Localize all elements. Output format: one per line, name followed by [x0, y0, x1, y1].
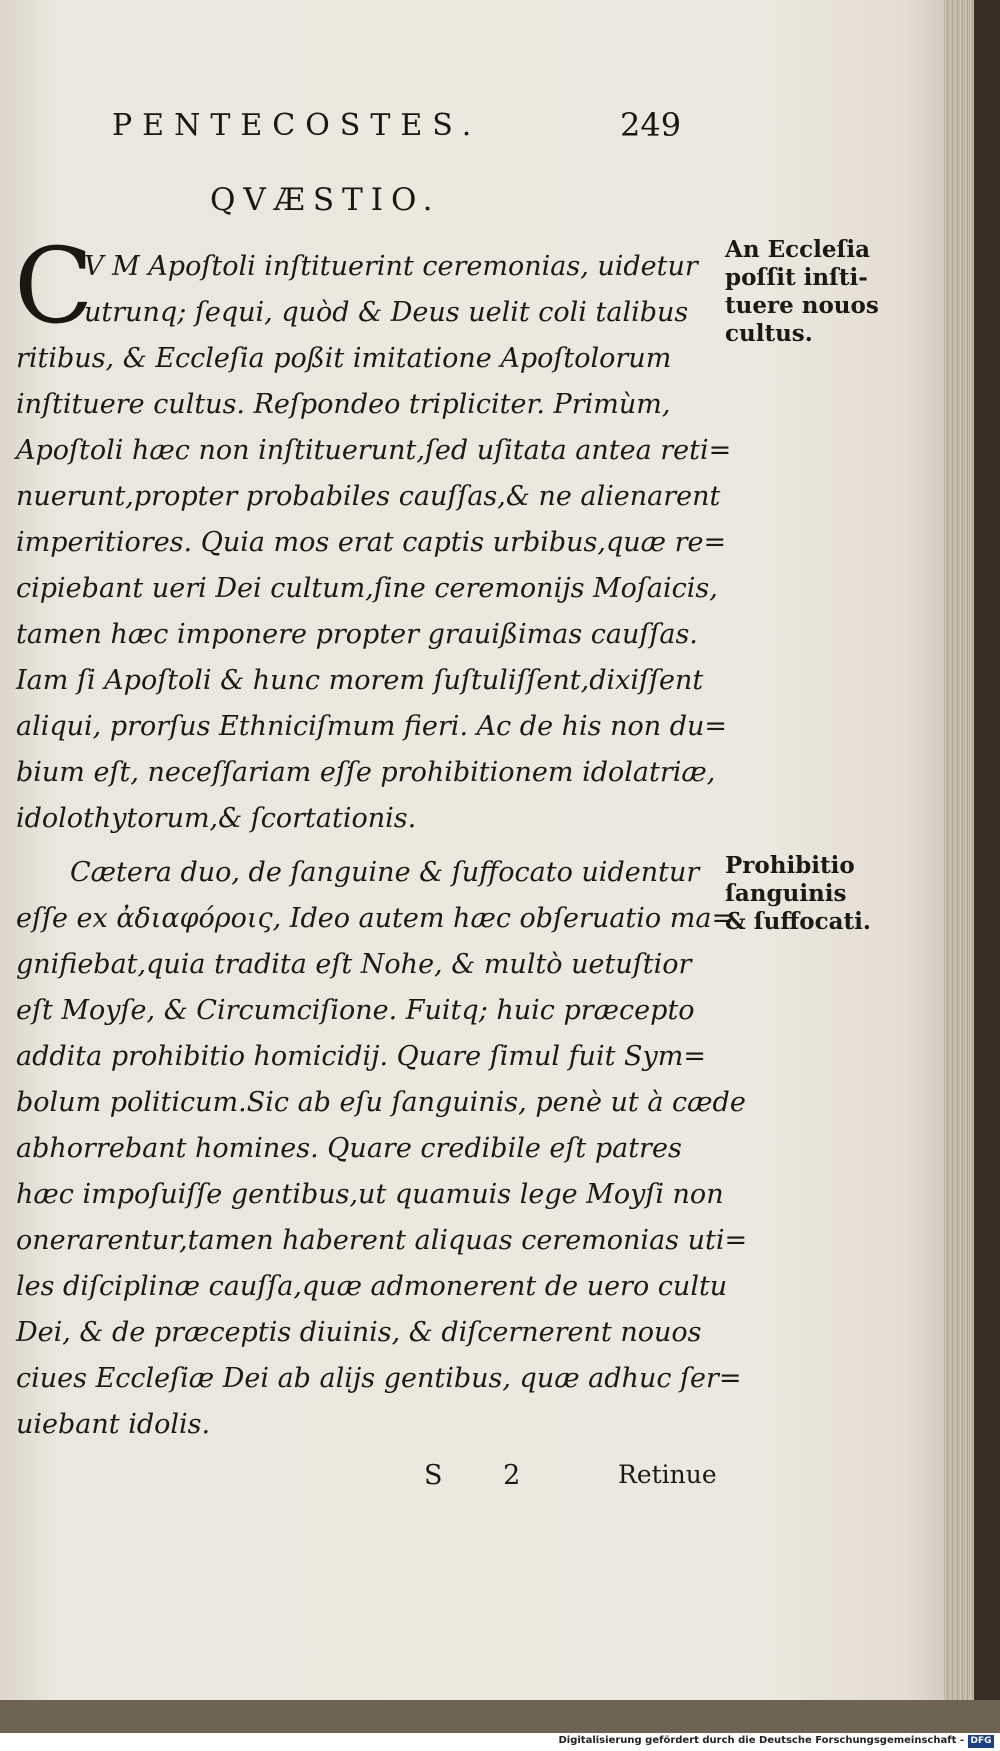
- marginal-line: tuere nouos: [725, 292, 879, 319]
- marginal-line: An Eccleſia: [725, 236, 871, 263]
- running-title: PENTECOSTES.: [112, 108, 482, 143]
- text-line: Iam ſi Apoſtoli & hunc morem ſuſtuliſſent,dixiſſent: [16, 665, 704, 696]
- text-line: hæc impoſuiſſe gentibus,ut quamuis lege Moyſi non: [16, 1179, 724, 1210]
- text-line: uiebant idolis.: [16, 1409, 211, 1440]
- text-line: bolum politicum.Sic ab eſu ſanguinis, penè ut à cæde: [16, 1087, 746, 1118]
- text-line: ritibus, & Eccleſia poßit imitatione Apoſtolorum: [16, 343, 672, 374]
- page-edge: [944, 0, 974, 1720]
- text-line: utrunq; ſequi, quòd & Deus uelit coli talibus: [84, 297, 689, 328]
- marginal-line: Prohibitio: [725, 852, 855, 879]
- text-line: onerarentur,tamen haberent aliquas ceremonias uti=: [16, 1225, 748, 1256]
- marginal-line: poſſit inſti-: [725, 264, 868, 291]
- marginal-line: & ſuffocati.: [725, 908, 871, 935]
- text-line: V M Apoſtoli inſtituerint ceremonias, uidetur: [84, 251, 698, 282]
- marginal-note-2: [725, 852, 940, 936]
- text-line: ciues Eccleſiæ Dei ab alijs gentibus, quæ adhuc ſer=: [16, 1363, 742, 1394]
- catchword: Retinue: [618, 1460, 717, 1489]
- text-line: Apoſtoli hæc non inſtituerunt,ſed uſitata antea reti=: [16, 435, 732, 466]
- digitization-notice: Digitalisierung gefördert durch die Deutsche Forschungsgemeinschaft -: [558, 1735, 964, 1746]
- text-line: eſt Moyſe, & Circumciſione. Fuitq; huic præcepto: [16, 995, 695, 1026]
- paragraph-2: [16, 850, 748, 1448]
- text-line: bium eſt, neceſſariam eſſe prohibitionem idolatriæ,: [16, 757, 716, 788]
- page-number: 249: [620, 106, 682, 144]
- text-line: aliqui, prorſus Ethniciſmum fieri. Ac de his non du=: [16, 711, 728, 742]
- dfg-logo-icon: DFG: [968, 1735, 994, 1748]
- text-line: eſſe ex ἀδιαφόροις, Ideo autem hæc obſeruatio ma=: [16, 903, 735, 934]
- paragraph-1: [16, 244, 732, 842]
- text-line: nuerunt,propter probabiles cauſſas,& ne alienarent: [16, 481, 721, 512]
- section-title: QVÆSTIO.: [210, 182, 441, 218]
- text-line: cipiebant ueri Dei cultum,ſine ceremonijs Moſaicis,: [16, 573, 718, 604]
- marginal-line: cultus.: [725, 320, 813, 347]
- text-line: gnifiebat,quia tradita eſt Nohe, & multò uetuſtior: [16, 949, 692, 980]
- text-line: les diſciplinæ cauſſa,quæ admonerent de uero cultu: [16, 1271, 728, 1302]
- text-line: idolothytorum,& ſcortationis.: [16, 803, 417, 834]
- text-line: Dei, & de præceptis diuinis, & diſcernerent nouos: [16, 1317, 702, 1348]
- marginal-line: ſanguinis: [725, 880, 847, 907]
- text-line: imperitiores. Quia mos erat captis urbibus,quæ re=: [16, 527, 727, 558]
- text-line: inſtituere cultus. Reſpondeo tripliciter. Primùm,: [16, 389, 671, 420]
- signature-mark: S 2: [424, 1460, 547, 1491]
- text-line: abhorrebant homines. Quare credibile eſt patres: [16, 1133, 682, 1164]
- text-line: addita prohibitio homicidij. Quare ſimul fuit Sym=: [16, 1041, 706, 1072]
- marginal-note-1: [725, 236, 940, 348]
- drop-cap: C: [14, 225, 94, 347]
- text-line: Cætera duo, de ſanguine & ſuffocato uidentur: [70, 857, 700, 888]
- text-line: tamen hæc imponere propter grauißimas cauſſas.: [16, 619, 698, 650]
- binding-shadow: [974, 0, 1000, 1751]
